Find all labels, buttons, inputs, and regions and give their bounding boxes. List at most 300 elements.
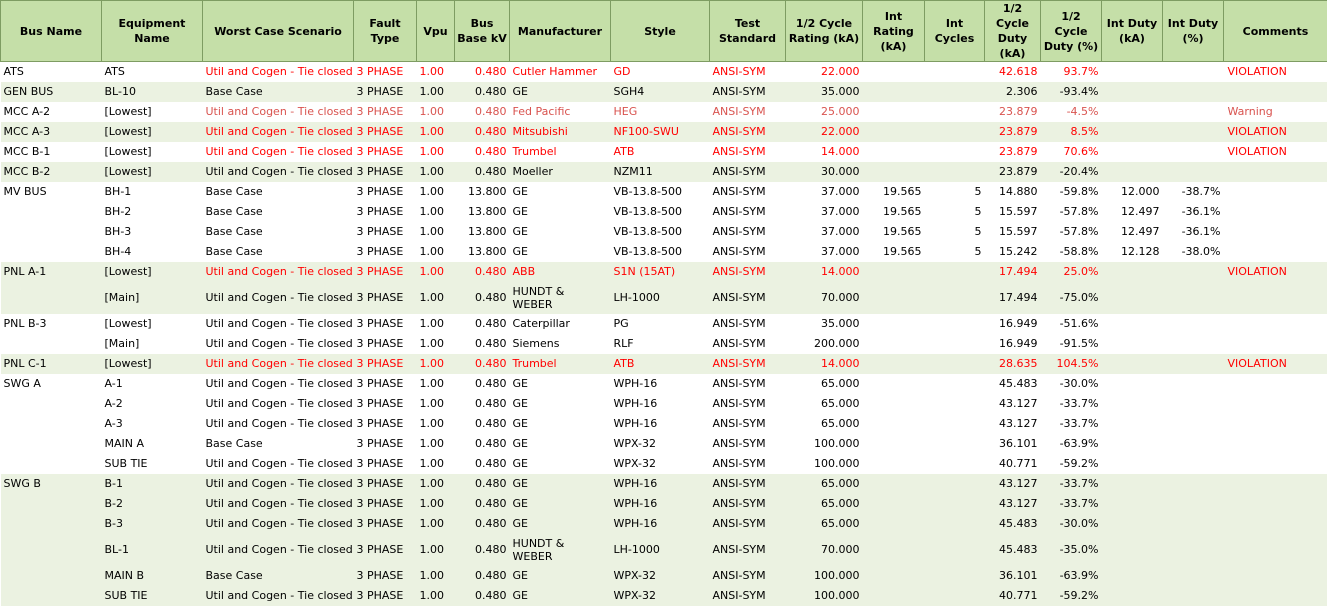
cell-comments: VIOLATION	[1224, 62, 1327, 82]
cell-half-cycle-duty-ka: 15.597	[985, 202, 1041, 222]
cell-manufacturer: GE	[510, 222, 611, 242]
cell-half-cycle-duty-pct: -75.0%	[1041, 282, 1102, 314]
cell-comments: VIOLATION	[1224, 354, 1327, 374]
cell-int-duty-pct	[1163, 474, 1224, 494]
table-row[interactable]	[1, 566, 1327, 586]
cell-style: S1N (15AT)	[611, 262, 710, 282]
table-row[interactable]	[1, 474, 1327, 494]
col-header-bus-base-kv[interactable]: Bus Base kV	[455, 1, 510, 62]
cell-int-rating	[863, 414, 925, 434]
cell-test-standard: ANSI-SYM	[710, 122, 786, 142]
cell-int-cycles	[925, 314, 985, 334]
cell-test-standard: ANSI-SYM	[710, 586, 786, 606]
cell-half-cycle-duty-ka: 40.771	[985, 454, 1041, 474]
table-row[interactable]	[1, 142, 1327, 162]
cell-int-rating	[863, 122, 925, 142]
cell-bus-base-kv: 0.480	[455, 354, 510, 374]
cell-bus-name: ATS	[1, 62, 102, 82]
cell-half-cycle-duty-ka: 42.618	[985, 62, 1041, 82]
cell-bus-base-kv: 0.480	[455, 122, 510, 142]
header-row	[1, 1, 1327, 62]
cell-manufacturer: GE	[510, 374, 611, 394]
col-header-int-duty-ka[interactable]: Int Duty (kA)	[1102, 1, 1163, 62]
cell-int-duty-ka	[1102, 434, 1163, 454]
cell-equipment-name: BH-1	[102, 182, 203, 202]
cell-comments	[1224, 454, 1327, 474]
table-row[interactable]	[1, 354, 1327, 374]
cell-half-cycle-rating: 200.000	[786, 334, 863, 354]
cell-bus-base-kv: 0.480	[455, 62, 510, 82]
cell-equipment-name: [Main]	[102, 334, 203, 354]
cell-fault-type: 3 PHASE	[354, 262, 417, 282]
cell-vpu: 1.00	[417, 374, 455, 394]
cell-int-rating	[863, 314, 925, 334]
cell-bus-name	[1, 454, 102, 474]
table-row[interactable]	[1, 282, 1327, 314]
cell-half-cycle-duty-pct: -33.7%	[1041, 394, 1102, 414]
cell-int-duty-ka	[1102, 414, 1163, 434]
cell-int-duty-pct	[1163, 494, 1224, 514]
cell-int-cycles	[925, 534, 985, 566]
table-row[interactable]	[1, 494, 1327, 514]
cell-comments	[1224, 374, 1327, 394]
cell-bus-base-kv: 0.480	[455, 434, 510, 454]
cell-style: VB-13.8-500	[611, 242, 710, 262]
cell-equipment-name: [Lowest]	[102, 314, 203, 334]
cell-equipment-name: B-1	[102, 474, 203, 494]
cell-comments	[1224, 514, 1327, 534]
cell-half-cycle-rating: 65.000	[786, 414, 863, 434]
cell-equipment-name: [Lowest]	[102, 102, 203, 122]
table-row[interactable]	[1, 534, 1327, 566]
cell-int-cycles	[925, 374, 985, 394]
cell-half-cycle-rating: 14.000	[786, 354, 863, 374]
cell-int-rating: 19.565	[863, 182, 925, 202]
cell-half-cycle-rating: 100.000	[786, 434, 863, 454]
cell-bus-name: GEN BUS	[1, 82, 102, 102]
col-header-int-cycles[interactable]: Int Cycles	[925, 1, 985, 62]
cell-comments	[1224, 534, 1327, 566]
cell-half-cycle-duty-ka: 40.771	[985, 586, 1041, 606]
cell-test-standard: ANSI-SYM	[710, 566, 786, 586]
table-row[interactable]	[1, 242, 1327, 262]
cell-int-cycles	[925, 62, 985, 82]
cell-worst-case-scenario: Util and Cogen - Tie closed	[203, 334, 354, 354]
col-header-style[interactable]: Style	[611, 1, 710, 62]
cell-manufacturer: Mitsubishi	[510, 122, 611, 142]
cell-int-duty-pct: -38.0%	[1163, 242, 1224, 262]
table-row[interactable]	[1, 222, 1327, 242]
cell-half-cycle-duty-ka: 2.306	[985, 82, 1041, 102]
cell-test-standard: ANSI-SYM	[710, 314, 786, 334]
cell-half-cycle-duty-ka: 17.494	[985, 282, 1041, 314]
table-row[interactable]	[1, 586, 1327, 606]
cell-equipment-name: BH-3	[102, 222, 203, 242]
cell-comments	[1224, 314, 1327, 334]
cell-int-rating	[863, 62, 925, 82]
cell-int-rating	[863, 374, 925, 394]
cell-int-duty-ka	[1102, 282, 1163, 314]
cell-half-cycle-duty-ka: 14.880	[985, 182, 1041, 202]
cell-comments	[1224, 222, 1327, 242]
cell-comments	[1224, 586, 1327, 606]
cell-vpu: 1.00	[417, 222, 455, 242]
cell-fault-type: 3 PHASE	[354, 142, 417, 162]
cell-test-standard: ANSI-SYM	[710, 182, 786, 202]
cell-int-rating	[863, 474, 925, 494]
col-header-equipment-name[interactable]: Equipment Name	[102, 1, 203, 62]
cell-equipment-name: BL-10	[102, 82, 203, 102]
cell-style: NF100-SWU	[611, 122, 710, 142]
cell-int-duty-ka	[1102, 566, 1163, 586]
cell-fault-type: 3 PHASE	[354, 586, 417, 606]
cell-equipment-name: [Lowest]	[102, 262, 203, 282]
cell-half-cycle-duty-pct: -58.8%	[1041, 242, 1102, 262]
cell-worst-case-scenario: Util and Cogen - Tie closed	[203, 162, 354, 182]
cell-style: LH-1000	[611, 282, 710, 314]
cell-bus-name: PNL B-3	[1, 314, 102, 334]
col-header-int-rating[interactable]: Int Rating (kA)	[863, 1, 925, 62]
cell-half-cycle-rating: 70.000	[786, 534, 863, 566]
cell-test-standard: ANSI-SYM	[710, 222, 786, 242]
table-row[interactable]	[1, 202, 1327, 222]
cell-int-duty-ka	[1102, 62, 1163, 82]
cell-test-standard: ANSI-SYM	[710, 202, 786, 222]
cell-int-rating	[863, 142, 925, 162]
cell-style: WPH-16	[611, 494, 710, 514]
cell-style: VB-13.8-500	[611, 222, 710, 242]
cell-int-cycles	[925, 474, 985, 494]
cell-worst-case-scenario: Base Case	[203, 242, 354, 262]
cell-half-cycle-duty-ka: 23.879	[985, 102, 1041, 122]
col-header-comments[interactable]: Comments	[1224, 1, 1327, 62]
cell-int-duty-ka	[1102, 142, 1163, 162]
table-row[interactable]	[1, 162, 1327, 182]
cell-comments	[1224, 434, 1327, 454]
cell-equipment-name: [Lowest]	[102, 122, 203, 142]
cell-worst-case-scenario: Util and Cogen - Tie closed	[203, 262, 354, 282]
cell-vpu: 1.00	[417, 182, 455, 202]
cell-half-cycle-duty-pct: -33.7%	[1041, 474, 1102, 494]
cell-bus-base-kv: 0.480	[455, 586, 510, 606]
cell-comments	[1224, 282, 1327, 314]
table-row[interactable]	[1, 514, 1327, 534]
cell-style: ATB	[611, 354, 710, 374]
cell-style: GD	[611, 62, 710, 82]
cell-int-cycles	[925, 586, 985, 606]
table-row[interactable]	[1, 122, 1327, 142]
cell-int-duty-ka	[1102, 514, 1163, 534]
cell-vpu: 1.00	[417, 434, 455, 454]
cell-vpu: 1.00	[417, 62, 455, 82]
cell-int-rating	[863, 334, 925, 354]
cell-vpu: 1.00	[417, 282, 455, 314]
cell-vpu: 1.00	[417, 162, 455, 182]
cell-half-cycle-duty-ka: 23.879	[985, 142, 1041, 162]
cell-test-standard: ANSI-SYM	[710, 374, 786, 394]
cell-half-cycle-duty-pct: -33.7%	[1041, 414, 1102, 434]
cell-test-standard: ANSI-SYM	[710, 142, 786, 162]
cell-int-duty-pct	[1163, 354, 1224, 374]
cell-style: WPX-32	[611, 566, 710, 586]
cell-int-cycles	[925, 162, 985, 182]
cell-style: ATB	[611, 142, 710, 162]
col-header-test-standard[interactable]: Test Standard	[710, 1, 786, 62]
cell-vpu: 1.00	[417, 454, 455, 474]
cell-int-rating	[863, 394, 925, 414]
cell-int-duty-pct	[1163, 534, 1224, 566]
cell-int-duty-pct	[1163, 414, 1224, 434]
cell-bus-base-kv: 0.480	[455, 566, 510, 586]
col-header-vpu[interactable]: Vpu	[417, 1, 455, 62]
cell-half-cycle-duty-ka: 16.949	[985, 334, 1041, 354]
cell-half-cycle-duty-pct: -30.0%	[1041, 374, 1102, 394]
cell-half-cycle-rating: 22.000	[786, 62, 863, 82]
table-row[interactable]	[1, 102, 1327, 122]
cell-vpu: 1.00	[417, 394, 455, 414]
cell-worst-case-scenario: Util and Cogen - Tie closed	[203, 586, 354, 606]
cell-int-duty-ka: 12.497	[1102, 222, 1163, 242]
cell-bus-base-kv: 0.480	[455, 494, 510, 514]
cell-comments	[1224, 242, 1327, 262]
cell-style: PG	[611, 314, 710, 334]
col-header-manufacturer[interactable]: Manufacturer	[510, 1, 611, 62]
cell-int-duty-ka	[1102, 82, 1163, 102]
cell-half-cycle-rating: 100.000	[786, 454, 863, 474]
cell-int-duty-pct	[1163, 374, 1224, 394]
cell-half-cycle-duty-pct: 70.6%	[1041, 142, 1102, 162]
table-row[interactable]	[1, 414, 1327, 434]
cell-half-cycle-duty-ka: 15.242	[985, 242, 1041, 262]
cell-fault-type: 3 PHASE	[354, 242, 417, 262]
cell-equipment-name: [Lowest]	[102, 142, 203, 162]
cell-half-cycle-rating: 25.000	[786, 102, 863, 122]
cell-int-duty-pct	[1163, 102, 1224, 122]
cell-int-duty-ka	[1102, 586, 1163, 606]
cell-style: LH-1000	[611, 534, 710, 566]
cell-vpu: 1.00	[417, 474, 455, 494]
col-header-half-cycle-rating[interactable]: 1/2 Cycle Rating (kA)	[786, 1, 863, 62]
cell-bus-base-kv: 13.800	[455, 202, 510, 222]
cell-comments: VIOLATION	[1224, 142, 1327, 162]
cell-int-rating: 19.565	[863, 222, 925, 242]
cell-vpu: 1.00	[417, 102, 455, 122]
cell-equipment-name: A-2	[102, 394, 203, 414]
cell-manufacturer: Trumbel	[510, 354, 611, 374]
cell-style: WPH-16	[611, 414, 710, 434]
cell-equipment-name: B-2	[102, 494, 203, 514]
cell-int-duty-pct	[1163, 282, 1224, 314]
cell-int-duty-ka	[1102, 262, 1163, 282]
cell-int-duty-ka	[1102, 394, 1163, 414]
cell-comments	[1224, 414, 1327, 434]
cell-equipment-name: [Main]	[102, 282, 203, 314]
cell-half-cycle-rating: 22.000	[786, 122, 863, 142]
cell-half-cycle-duty-ka: 36.101	[985, 434, 1041, 454]
cell-comments	[1224, 334, 1327, 354]
cell-worst-case-scenario: Base Case	[203, 434, 354, 454]
col-header-half-cycle-duty-pct[interactable]: 1/2 Cycle Duty (%)	[1041, 1, 1102, 62]
cell-half-cycle-duty-pct: -4.5%	[1041, 102, 1102, 122]
col-header-bus-name[interactable]: Bus Name	[1, 1, 102, 62]
cell-manufacturer: Siemens	[510, 334, 611, 354]
cell-int-rating	[863, 566, 925, 586]
cell-bus-name: PNL A-1	[1, 262, 102, 282]
cell-equipment-name: ATS	[102, 62, 203, 82]
cell-manufacturer: HUNDT & WEBER	[510, 282, 611, 314]
cell-bus-base-kv: 0.480	[455, 534, 510, 566]
cell-vpu: 1.00	[417, 314, 455, 334]
cell-int-rating	[863, 282, 925, 314]
cell-test-standard: ANSI-SYM	[710, 514, 786, 534]
cell-int-duty-ka	[1102, 102, 1163, 122]
cell-half-cycle-duty-pct: -59.8%	[1041, 182, 1102, 202]
cell-equipment-name: B-3	[102, 514, 203, 534]
cell-int-rating	[863, 494, 925, 514]
table-row[interactable]	[1, 454, 1327, 474]
cell-bus-name	[1, 334, 102, 354]
cell-bus-name	[1, 222, 102, 242]
cell-fault-type: 3 PHASE	[354, 566, 417, 586]
cell-int-cycles	[925, 566, 985, 586]
cell-half-cycle-duty-pct: -93.4%	[1041, 82, 1102, 102]
cell-equipment-name: MAIN B	[102, 566, 203, 586]
col-header-worst-case-scenario[interactable]: Worst Case Scenario	[203, 1, 354, 62]
cell-style: WPH-16	[611, 474, 710, 494]
cell-bus-name: MCC B-1	[1, 142, 102, 162]
cell-manufacturer: Trumbel	[510, 142, 611, 162]
cell-int-cycles	[925, 282, 985, 314]
table-row[interactable]	[1, 374, 1327, 394]
cell-equipment-name: BH-4	[102, 242, 203, 262]
cell-equipment-name: [Lowest]	[102, 354, 203, 374]
cell-half-cycle-duty-ka: 17.494	[985, 262, 1041, 282]
cell-int-duty-ka	[1102, 494, 1163, 514]
cell-bus-base-kv: 0.480	[455, 142, 510, 162]
col-header-half-cycle-duty-ka[interactable]: 1/2 Cycle Duty (kA)	[985, 1, 1041, 62]
cell-worst-case-scenario: Util and Cogen - Tie closed	[203, 414, 354, 434]
table-row[interactable]	[1, 262, 1327, 282]
cell-int-cycles	[925, 434, 985, 454]
cell-int-cycles	[925, 82, 985, 102]
cell-int-cycles	[925, 142, 985, 162]
cell-half-cycle-rating: 30.000	[786, 162, 863, 182]
cell-manufacturer: GE	[510, 82, 611, 102]
cell-int-duty-pct: -38.7%	[1163, 182, 1224, 202]
cell-fault-type: 3 PHASE	[354, 62, 417, 82]
cell-worst-case-scenario: Util and Cogen - Tie closed	[203, 454, 354, 474]
cell-test-standard: ANSI-SYM	[710, 394, 786, 414]
col-header-fault-type[interactable]: Fault Type	[354, 1, 417, 62]
cell-int-duty-pct: -36.1%	[1163, 202, 1224, 222]
cell-fault-type: 3 PHASE	[354, 414, 417, 434]
table-row[interactable]	[1, 82, 1327, 102]
cell-style: WPH-16	[611, 394, 710, 414]
cell-int-duty-pct: -36.1%	[1163, 222, 1224, 242]
cell-bus-name	[1, 414, 102, 434]
cell-half-cycle-duty-pct: -59.2%	[1041, 586, 1102, 606]
cell-int-rating: 19.565	[863, 242, 925, 262]
cell-int-duty-pct	[1163, 142, 1224, 162]
cell-int-rating	[863, 102, 925, 122]
cell-fault-type: 3 PHASE	[354, 534, 417, 566]
cell-int-cycles	[925, 262, 985, 282]
cell-fault-type: 3 PHASE	[354, 222, 417, 242]
cell-int-duty-pct	[1163, 314, 1224, 334]
cell-half-cycle-duty-pct: 104.5%	[1041, 354, 1102, 374]
cell-worst-case-scenario: Base Case	[203, 182, 354, 202]
cell-int-cycles	[925, 454, 985, 474]
cell-half-cycle-duty-pct: 93.7%	[1041, 62, 1102, 82]
cell-fault-type: 3 PHASE	[354, 474, 417, 494]
cell-int-cycles	[925, 122, 985, 142]
table-row[interactable]	[1, 334, 1327, 354]
cell-manufacturer: GE	[510, 394, 611, 414]
table-row[interactable]	[1, 314, 1327, 334]
cell-worst-case-scenario: Util and Cogen - Tie closed	[203, 534, 354, 566]
cell-vpu: 1.00	[417, 262, 455, 282]
cell-int-duty-ka	[1102, 334, 1163, 354]
cell-int-duty-pct	[1163, 586, 1224, 606]
cell-manufacturer: GE	[510, 474, 611, 494]
cell-equipment-name: BL-1	[102, 534, 203, 566]
cell-bus-name	[1, 586, 102, 606]
cell-equipment-name: MAIN A	[102, 434, 203, 454]
cell-test-standard: ANSI-SYM	[710, 454, 786, 474]
cell-style: VB-13.8-500	[611, 202, 710, 222]
cell-half-cycle-duty-pct: 8.5%	[1041, 122, 1102, 142]
cell-bus-name: SWG A	[1, 374, 102, 394]
cell-comments	[1224, 566, 1327, 586]
cell-half-cycle-rating: 14.000	[786, 142, 863, 162]
cell-manufacturer: HUNDT & WEBER	[510, 534, 611, 566]
cell-manufacturer: GE	[510, 586, 611, 606]
cell-comments	[1224, 82, 1327, 102]
cell-fault-type: 3 PHASE	[354, 122, 417, 142]
cell-bus-name	[1, 242, 102, 262]
cell-int-cycles	[925, 394, 985, 414]
cell-int-cycles	[925, 494, 985, 514]
cell-test-standard: ANSI-SYM	[710, 354, 786, 374]
cell-int-duty-pct	[1163, 122, 1224, 142]
cell-half-cycle-rating: 65.000	[786, 474, 863, 494]
cell-worst-case-scenario: Base Case	[203, 566, 354, 586]
col-header-int-duty-pct[interactable]: Int Duty (%)	[1163, 1, 1224, 62]
table-row[interactable]	[1, 62, 1327, 82]
cell-bus-base-kv: 0.480	[455, 262, 510, 282]
cell-bus-name: MCC B-2	[1, 162, 102, 182]
cell-half-cycle-duty-ka: 15.597	[985, 222, 1041, 242]
cell-half-cycle-rating: 37.000	[786, 222, 863, 242]
cell-equipment-name: A-3	[102, 414, 203, 434]
cell-int-duty-ka: 12.497	[1102, 202, 1163, 222]
table-row[interactable]	[1, 182, 1327, 202]
table-row[interactable]	[1, 394, 1327, 414]
cell-int-duty-pct	[1163, 62, 1224, 82]
cell-bus-base-kv: 13.800	[455, 242, 510, 262]
cell-bus-base-kv: 0.480	[455, 282, 510, 314]
cell-int-duty-ka	[1102, 122, 1163, 142]
cell-bus-base-kv: 13.800	[455, 222, 510, 242]
cell-int-rating	[863, 586, 925, 606]
cell-half-cycle-duty-pct: -35.0%	[1041, 534, 1102, 566]
cell-test-standard: ANSI-SYM	[710, 474, 786, 494]
cell-int-duty-pct	[1163, 82, 1224, 102]
cell-int-rating	[863, 434, 925, 454]
table-row[interactable]	[1, 434, 1327, 454]
cell-int-cycles: 5	[925, 242, 985, 262]
cell-half-cycle-duty-pct: -33.7%	[1041, 494, 1102, 514]
